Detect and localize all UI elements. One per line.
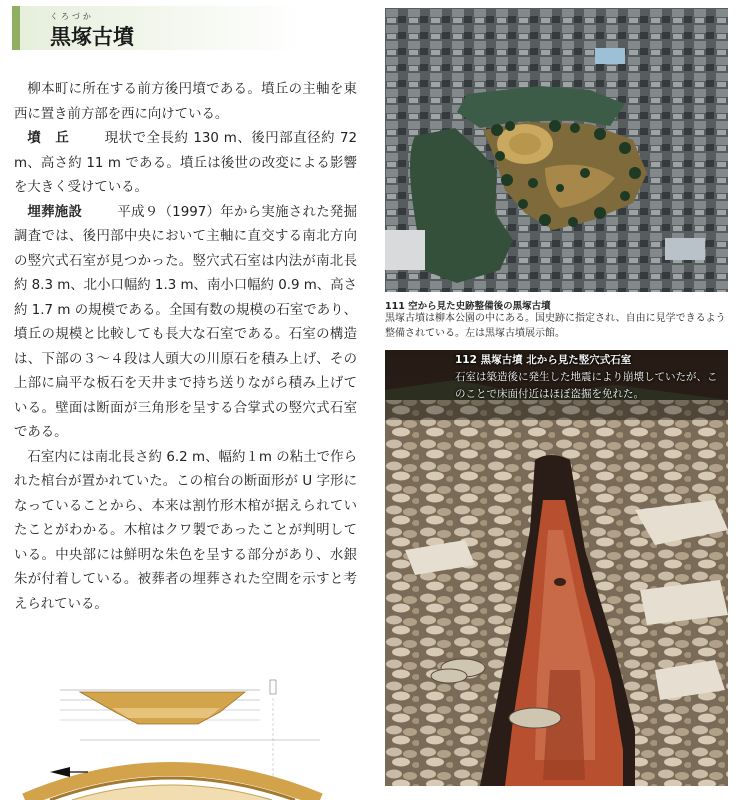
- mound-text: 現状で全長約 130 m、後円部直径約 72 m、高さ約 11 m である。墳丘は後世の改変による影響を大きく受けている。: [14, 131, 357, 195]
- chamber-drawing: [20, 678, 338, 800]
- aerial-photo: [385, 8, 728, 292]
- article-body: [14, 78, 357, 617]
- stone-chamber-photo: [385, 350, 728, 786]
- page-title: 黒塚古墳: [50, 25, 134, 49]
- burial-text: 平成９（1997）年から実施された発掘調査では、後円部中央において主軸に直交する南北方向の竪穴式石室が見つかった。竪穴式石室は内法が南北長約 8.3 m、北小口幅約 1.3 m、南小口幅約 0.9 m、高さ約 1.7 m の規模である。全国有数の規模の石室であり、墳丘の規模と比較しても長大な石室である。石室の構造は、下部の３～４段は人頭大の川原石を積み上げ、その上部に扁平な板石を天井まで持ち送りながら積み上げている。壁面は断面が三角形を呈する合掌式の竪穴式石室である。: [14, 204, 358, 440]
- mound-paragraph: [14, 127, 357, 201]
- photo1-caption-title: 111 空から見た史跡整備後の黒塚古墳: [385, 301, 551, 312]
- intro-paragraph: 柳本町に所在する前方後円墳である。墳丘の主軸を東西に置き前方部を西に向けている。: [14, 82, 357, 122]
- photo2-caption: [455, 352, 727, 403]
- burial-heading: 埋葬施設: [27, 204, 83, 220]
- title-ruby: くろづか: [50, 12, 94, 21]
- photo2-caption-text: 石室は築造後に発生した地震により崩壊していたが、このことで床面付近はほぼ盗掘を免れた。: [455, 371, 718, 400]
- section-header: [12, 6, 354, 50]
- photo2-caption-title: 112 黒塚古墳 北から見た竪穴式石室: [455, 354, 632, 366]
- burial-paragraph: [14, 201, 357, 446]
- photo1-caption-text: 黒塚古墳は柳本公園の中にある。国史跡に指定され、自由に見学できるよう整備されている。左は黒塚古墳展示館。: [385, 313, 726, 339]
- mound-heading: 墳 丘: [27, 131, 70, 146]
- header-accent-bar: [12, 6, 20, 50]
- coffin-paragraph: 石室内には南北長さ約 6.2 m、幅約１m の粘土で作られた棺台が置かれていた。この棺台の断面形が U 字形になっていることから、本来は割竹形木棺が据えられていたことがわかる。木棺はクワ製であったことが判明している。中央部には鮮明な朱色を呈する部分があり、水銀朱が付着している。被葬者の埋葬された空間を示すと考えられている。: [14, 449, 357, 612]
